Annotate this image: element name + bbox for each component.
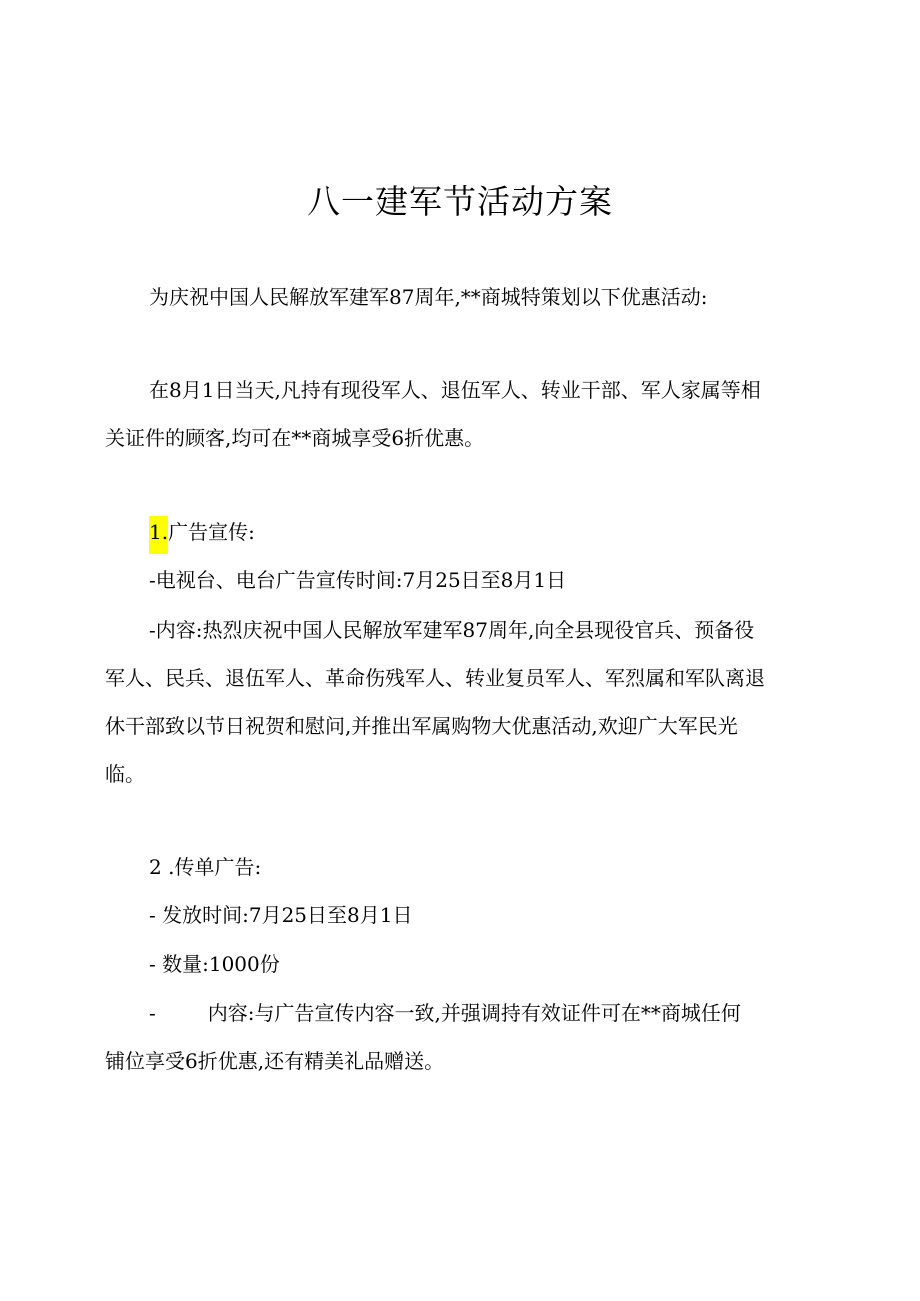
- section-2-time: - 发放时间:7月25日至8月1日: [149, 903, 413, 927]
- section-2-content-dash: -: [149, 1001, 156, 1025]
- section-1-content-line-4: 临。: [105, 762, 145, 786]
- offer-line-1: 在8月1日当天,凡持有现役军人、退伍军人、转业干部、军人家属等相: [149, 378, 761, 402]
- section-1-content-line-1: -内容:热烈庆祝中国人民解放军建军87周年,向全县现役官兵、预备役: [149, 618, 755, 642]
- section-1-number: 1.: [149, 516, 168, 554]
- section-2-content-row: [105, 989, 864, 1037]
- intro-paragraph: 为庆祝中国人民解放军建军87周年,**商城特策划以下优惠活动:: [149, 285, 708, 309]
- section-1-content-line-2: 军人、民兵、退伍军人、革命伤残军人、转业复员军人、军烈属和军队离退: [105, 666, 765, 690]
- section-1-content-line-3: 休干部致以节日祝贺和慰问,并推出军属购物大优惠活动,欢迎广大军民光: [105, 714, 738, 738]
- section-2-content-line-2: 铺位享受6折优惠,还有精美礼品赠送。: [105, 1049, 445, 1073]
- section-1-time: -电视台、电台广告宣传时间:7月25日至8月1日: [149, 568, 567, 592]
- section-1-heading-row: [105, 508, 864, 556]
- section-1-heading: 广告宣传:: [168, 520, 255, 544]
- offer-line-2: 关证件的顾客,均可在**商城享受6折优惠。: [105, 426, 485, 450]
- section-2-heading: 2 .传单广告:: [149, 855, 262, 879]
- section-2-quantity: - 数量:1000份: [149, 952, 280, 976]
- document-title: 八一建军节活动方案: [307, 182, 613, 221]
- section-2-content-line-1: 内容:与广告宣传内容一致,并强调持有效证件可在**商城任何: [207, 1001, 741, 1025]
